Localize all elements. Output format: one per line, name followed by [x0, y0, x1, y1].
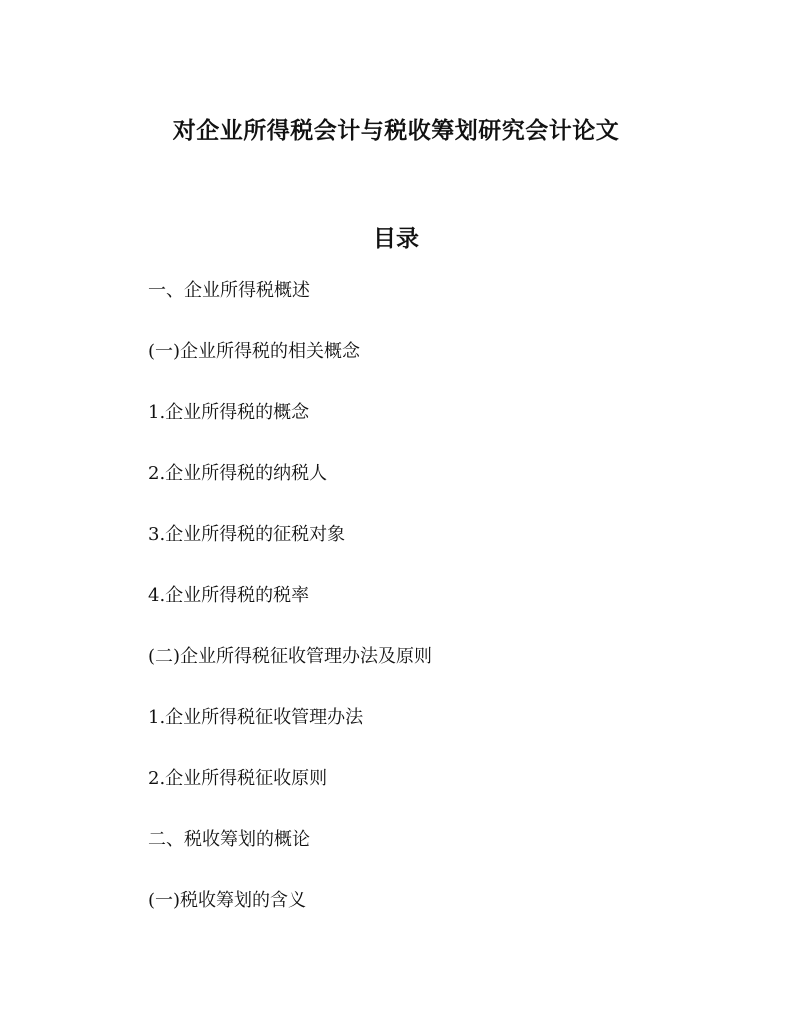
toc-item: 2.企业所得税征收原则	[148, 768, 328, 789]
toc-item: 1.企业所得税征收管理办法	[148, 707, 364, 728]
table-of-contents	[148, 277, 432, 948]
toc-heading: 目录	[373, 225, 419, 252]
toc-item: 一、企业所得税概述	[148, 280, 310, 301]
toc-item: 4.企业所得税的税率	[148, 585, 310, 606]
toc-item: (二)企业所得税征收管理办法及原则	[148, 646, 433, 667]
toc-item: 1.企业所得税的概念	[148, 402, 310, 423]
toc-item: (一)企业所得税的相关概念	[148, 341, 361, 362]
toc-item: (一)税收筹划的含义	[148, 890, 307, 911]
toc-item: 3.企业所得税的征税对象	[148, 524, 346, 545]
toc-item: 2.企业所得税的纳税人	[148, 463, 328, 484]
toc-item: 二、税收筹划的概论	[148, 829, 310, 850]
document-title: 对企业所得税会计与税收筹划研究会计论文	[172, 117, 620, 144]
